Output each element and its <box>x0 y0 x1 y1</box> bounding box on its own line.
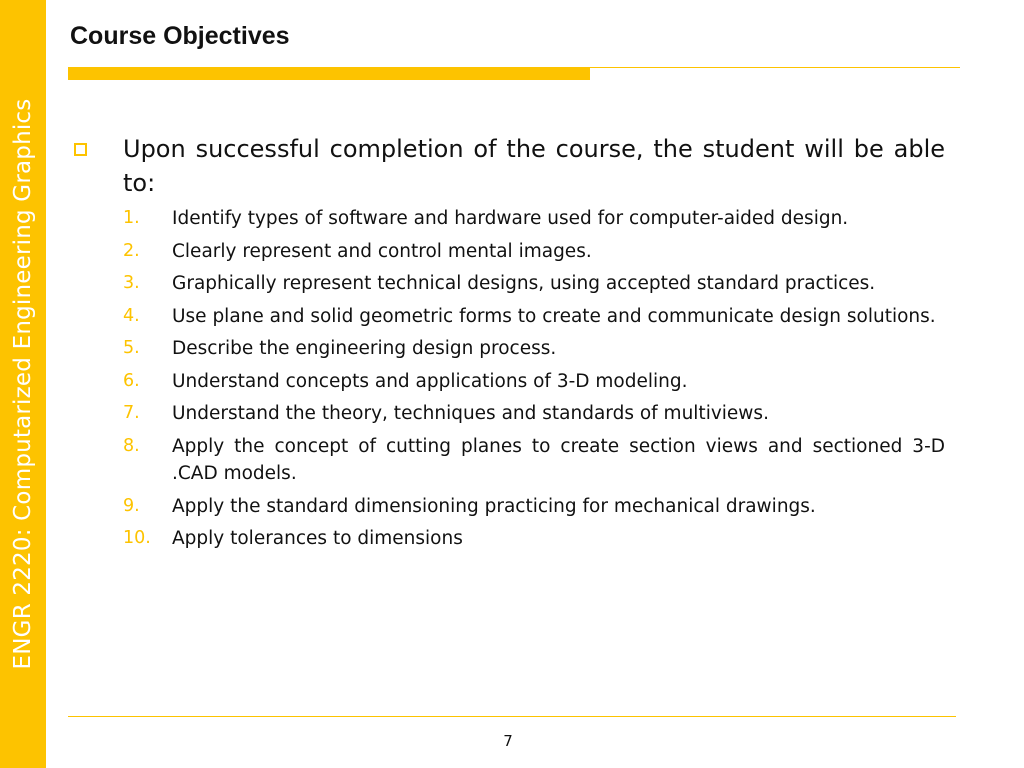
slide-title: Course Objectives <box>70 22 290 50</box>
objective-number: 4. <box>123 305 140 326</box>
objective-text: Understand concepts and applications of 3-D modeling. <box>172 370 688 392</box>
objective-item <box>123 433 945 488</box>
objective-number: 3. <box>123 273 140 293</box>
objective-number: 1. <box>123 208 140 228</box>
objective-text: Use plane and solid geometric forms to create and communicate design solutions. <box>172 305 936 327</box>
objective-number: 8. <box>123 435 140 456</box>
objective-number: 9. <box>123 495 140 516</box>
page-number: 7 <box>503 732 513 750</box>
objective-number: 7. <box>123 403 140 423</box>
objective-text: Apply the concept of cutting planes to create section views and sectioned 3-D .CAD models. <box>172 435 945 484</box>
objective-text: Clearly represent and control mental images. <box>172 240 592 262</box>
objective-item <box>123 238 945 266</box>
footer-divider <box>68 716 956 717</box>
objective-text: Understand the theory, techniques and standards of multiviews. <box>172 403 769 424</box>
objective-item <box>123 205 945 233</box>
objective-number: 10. <box>123 528 151 548</box>
objective-item <box>123 335 945 363</box>
title-underline-thick <box>68 67 590 80</box>
objective-number: 5. <box>123 338 140 358</box>
objective-text: Describe the engineering design process. <box>172 338 557 359</box>
objective-text: Identify types of software and hardware used for computer-aided design. <box>172 208 849 229</box>
objective-item <box>123 368 945 396</box>
objective-number: 2. <box>123 240 140 261</box>
objective-item <box>123 525 945 553</box>
objective-text: Graphically represent technical designs, using accepted standard practices. <box>172 273 876 294</box>
objective-item <box>123 270 945 298</box>
objective-text: Apply tolerances to dimensions <box>172 528 463 549</box>
course-name-vertical: ENGR 2220: Computarized Engineering Graphics <box>10 98 36 670</box>
objective-text: Apply the standard dimensioning practicing for mechanical drawings. <box>172 495 816 517</box>
side-banner <box>0 0 46 768</box>
objective-number: 6. <box>123 370 140 391</box>
objective-item <box>123 493 945 521</box>
objectives-list <box>123 205 945 558</box>
objective-item <box>123 400 945 428</box>
intro-text: Upon successful completion of the course, the student will be able to: <box>123 135 945 197</box>
objective-item <box>123 303 945 331</box>
hollow-square-bullet-icon <box>74 143 87 156</box>
